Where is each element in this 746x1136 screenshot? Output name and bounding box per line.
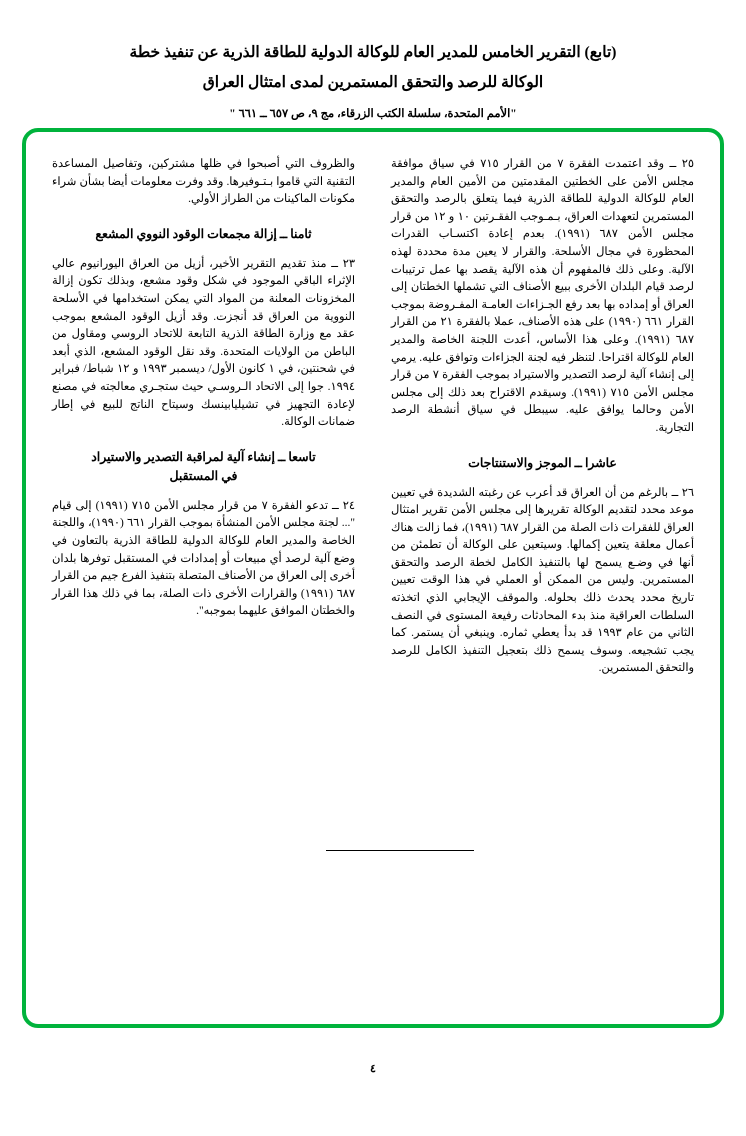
page-number: ٤	[370, 1063, 376, 1075]
document-header	[60, 38, 686, 120]
paragraph: ٢٥ ــ وقد اعتمدت الفقرة ٧ من القرار ٧١٥ في سياق موافقة مجلس الأمن على الخطتين المقدمتين من الأمين العام والمدير العام للوكالة الدولية للطاقة الذرية فيما يتعلق بالرصد والتحقق المستمرين لتعهدات العراق، بـمـوجب الفقـرتين ١٠ و ١٢ من قرار مجلس الأمن ٦٨٧ (١٩٩١). بعدم إعادة اكتسـاب القدرات المحظورة في مجال الأسلحة. والقرار لا يعين مدة محددة لهذه الآلية. وعلى ذلك فالمفهوم أن هذه الآلية يقصد بها عمل ترتيبات لرصد قيام البلدان الأخرى ببيع الأصناف التي تشملها الخطتان إلى العراق أو إمداده بها بعد رفع الجـزاءات العامـة المفـروضة بموجب القرار ٦٦١ (١٩٩٠) على هذه الأصناف، عملا بالفقرة ٢١ من القرار ٦٨٧ (١٩٩١). وعلى هذا الأساس، أعدت اللجنة الخاصة والمدير العام للوكالة اقتراحا. لتنظر فيه لجنة الجزاءات وتوافق عليه. يرمي إلى إنشاء آلية لرصد التصدير والاستيراد بموجب الفقرة ٧ من قرار مجلس الأمن ٧١٥ (١٩٩١). وسيقدم الاقتراح بعد ذلك إلى مجلس الأمن وحالما يوافق عليه. سيبطل في سياق أنشطة الرصد التجارية.	[391, 158, 694, 434]
paragraph: ٢٤ ــ تدعو الفقرة ٧ من قرار مجلس الأمن ٧١٥ (١٩٩١) إلى قيام "... لجنة مجلس الأمن المنشأة بموجب القرار ٦٦١ (١٩٩٠)، واللجنة الخاصة والمدير العام للوكالة الدولية للطاقة الذرية بالتعاون في وضع آلية لرصد أي مبيعات أو إمدادات في المستقبل توفرها بلدان أخرى إلى العراق من الأصناف المتصلة بتنفيذ الفرع جيم من القرار ٦٨٧ (١٩٩١) والقرارات الأخرى ذات الصلة، بما في ذلك هذا القرار والخطتان الموافق عليهما بموجبه".	[52, 499, 355, 618]
paragraph: والظروف التي أصبحوا في ظلها مشتركين، وتفاصيل المساعدة التقنية التي قاموا بـتـوفيرها. وقد وفرت معلومات أيضا بشأن شراء مكونات الماكينات من الطراز الأولي.	[52, 158, 355, 206]
source-citation: "الأمم المتحدة، سلسلة الكتب الزرقاء، مج ٩، ص ٦٥٧ ــ ٦٦١ "	[229, 108, 517, 120]
right-column	[52, 156, 355, 689]
section-heading-ninth-line-1: تاسعا ــ إنشاء آلية لمراقبة التصدير والاستيراد	[91, 449, 316, 464]
section-heading-ninth	[52, 448, 355, 486]
green-bordered-content-frame	[22, 128, 724, 1028]
paragraph: ٢٦ ــ بالرغم من أن العراق قد أعرب عن رغبته الشديدة في تعيين موعد محدد لتقديم الوكالة تقريرها إلى مجلس الأمن تقرير امتثال العراق للفقرات ذات الصلة من القرار ٦٨٧ (١٩٩١)، فما زالت هناك أعمال معلقة يتعين إكمالها. وسيتعين على الوكالة أن تطمئن من أنها في وضـع يسمح لها بالتنفيذ الكامل لخطة الرصد والتحقق المستمرين. وليس من الممكن أو العملي في هذا الوقت تعيين تاريخ محدد يحدث ذلك بحلوله. والموقف الإيجابي الذي اتخذته السلطات العراقية منذ بدء المحادثات رفيعة المستوى في النصف الثاني من عام ١٩٩٣ قد بدأ يعطي ثماره. وينبغي أن يستمر. كما يجب تشجيعه. وسوف يسمح ذلك بتعجيل التنفيذ الكامل للرصد والتحقق المستمرين.	[391, 486, 694, 675]
horizontal-rule	[326, 850, 474, 851]
page-title-line-1: (تابع) التقرير الخامس للمدير العام للوكالة الدولية للطاقة الذرية عن تنفيذ خطة	[129, 44, 617, 61]
page-title-line-2: الوكالة للرصد والتحقق المستمرين لمدى امتثال العراق	[202, 74, 544, 91]
paragraph: ٢٣ ــ منذ تقديم التقرير الأخير، أزيل من العراق اليورانيوم عالي الإثراء الباقي الموجود في شكل وقود مشعع، وبذلك تكون إزالة المخزونات المعلنة من المواد التي يمكن استخدامها في الأسلحة النووية من العراق قد أنجزت. وقد أزيل الوقود المشعع بموجب عقد مع وزارة الطاقة الذرية التابعة للاتحاد الروسي ومقاول من الباطن من الولايات المتحدة. وقد نقل الوقود المشعع، الذي أبعد في شحنتين، في ١ كانون الأول/ ديسمبر ١٩٩٣ و ١٢ شباط/ فبراير ١٩٩٤. جوا إلى الاتحاد الـروسـي حيث ستجـري معالجته في مصنع لإعادة التجهيز في تشيليابينسك وسيتاح الناتج للبيع في إطار ضمانات الوكالة.	[52, 257, 355, 429]
left-column	[391, 156, 694, 689]
section-heading-eighth: ثامنا ــ إزالة مجمعات الوقود النووي المشعع	[95, 226, 312, 241]
section-heading-ninth-line-2: في المستقبل	[169, 468, 238, 483]
two-column-layout	[52, 156, 694, 689]
section-heading-tenth: عاشرا ــ الموجز والاستنتاجات	[468, 455, 617, 470]
